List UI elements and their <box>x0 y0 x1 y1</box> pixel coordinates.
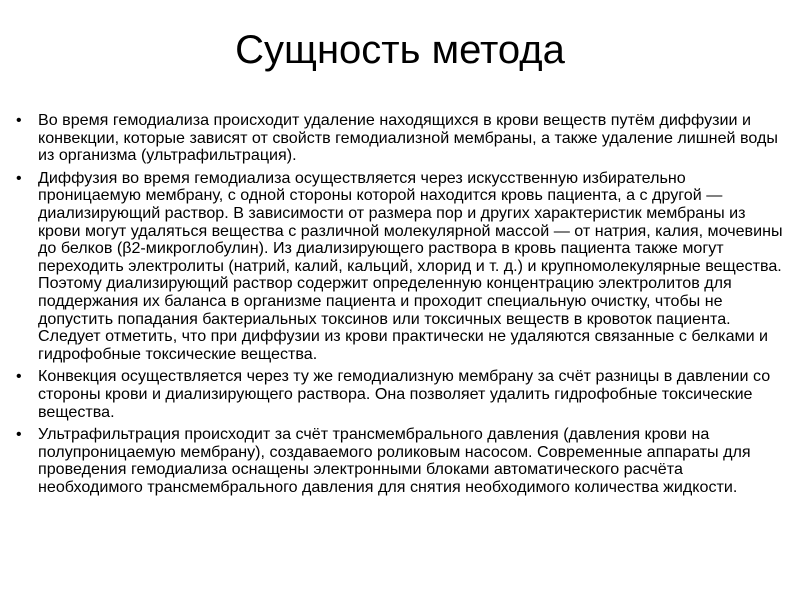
bullet-dot-icon: • <box>16 169 22 187</box>
bullet-text: Ультрафильтрация происходит за счёт трансмембрального давления (давления крови на полупроницаемую мембрану), создаваемого роликовым насосом. Современные аппараты для проведения гемодиализа оснащены электронными блоками автоматического расчёта необходимого трансмембрального давления для снятия необходимого количества жидкости. <box>38 425 751 496</box>
bullet-list <box>14 112 786 501</box>
bullet-item <box>14 112 786 165</box>
bullet-dot-icon: • <box>16 368 22 386</box>
bullet-dot-icon: • <box>16 426 22 444</box>
bullet-dot-icon: • <box>16 112 22 129</box>
slide-title: Сущность метода <box>235 28 565 72</box>
bullet-text: Диффузия во время гемодиализа осуществляется через искусственную избирательно проницаемую мембрану, с одной стороны которой находится кровь пациента, а с другой — диализирующий раствор. В зависимости от размера пор и других характеристик мембраны из крови могут удаляться вещества с различной молекулярной массой — от натрия, калия, мочевины до белков (β2-микроглобулин). Из диализирующего раствора в кровь пациента также могут переходить электролиты (натрий, калий, кальций, хлорид и т. д.) и крупномолекулярные вещества. Поэтому диализирующий раствор содержит определенную концентрацию электролитов для поддержания их баланса в организме пациента и проходит специальную очистку, чтобы не допустить попадания бактериальных токсинов или токсичных веществ в кровоток пациента. Следует отметить, что при диффузии из крови практически не удаляются связанные с белками и гидрофобные токсические вещества. <box>38 168 783 363</box>
bullet-text: Во время гемодиализа происходит удаление находящихся в крови веществ путём диффузии и конвекции, которые зависят от свойств гемодиализной мембраны, а также удаление лишней воды из организма (ультрафильтрация). <box>38 111 778 165</box>
bullet-item <box>14 368 786 421</box>
bullet-item <box>14 426 786 496</box>
bullet-item <box>14 170 786 364</box>
bullet-text: Конвекция осуществляется через ту же гемодиализную мембрану за счёт разницы в давлении со стороны крови и диализирующего раствора. Она позволяет удалить гидрофобные токсические вещества. <box>38 367 771 421</box>
